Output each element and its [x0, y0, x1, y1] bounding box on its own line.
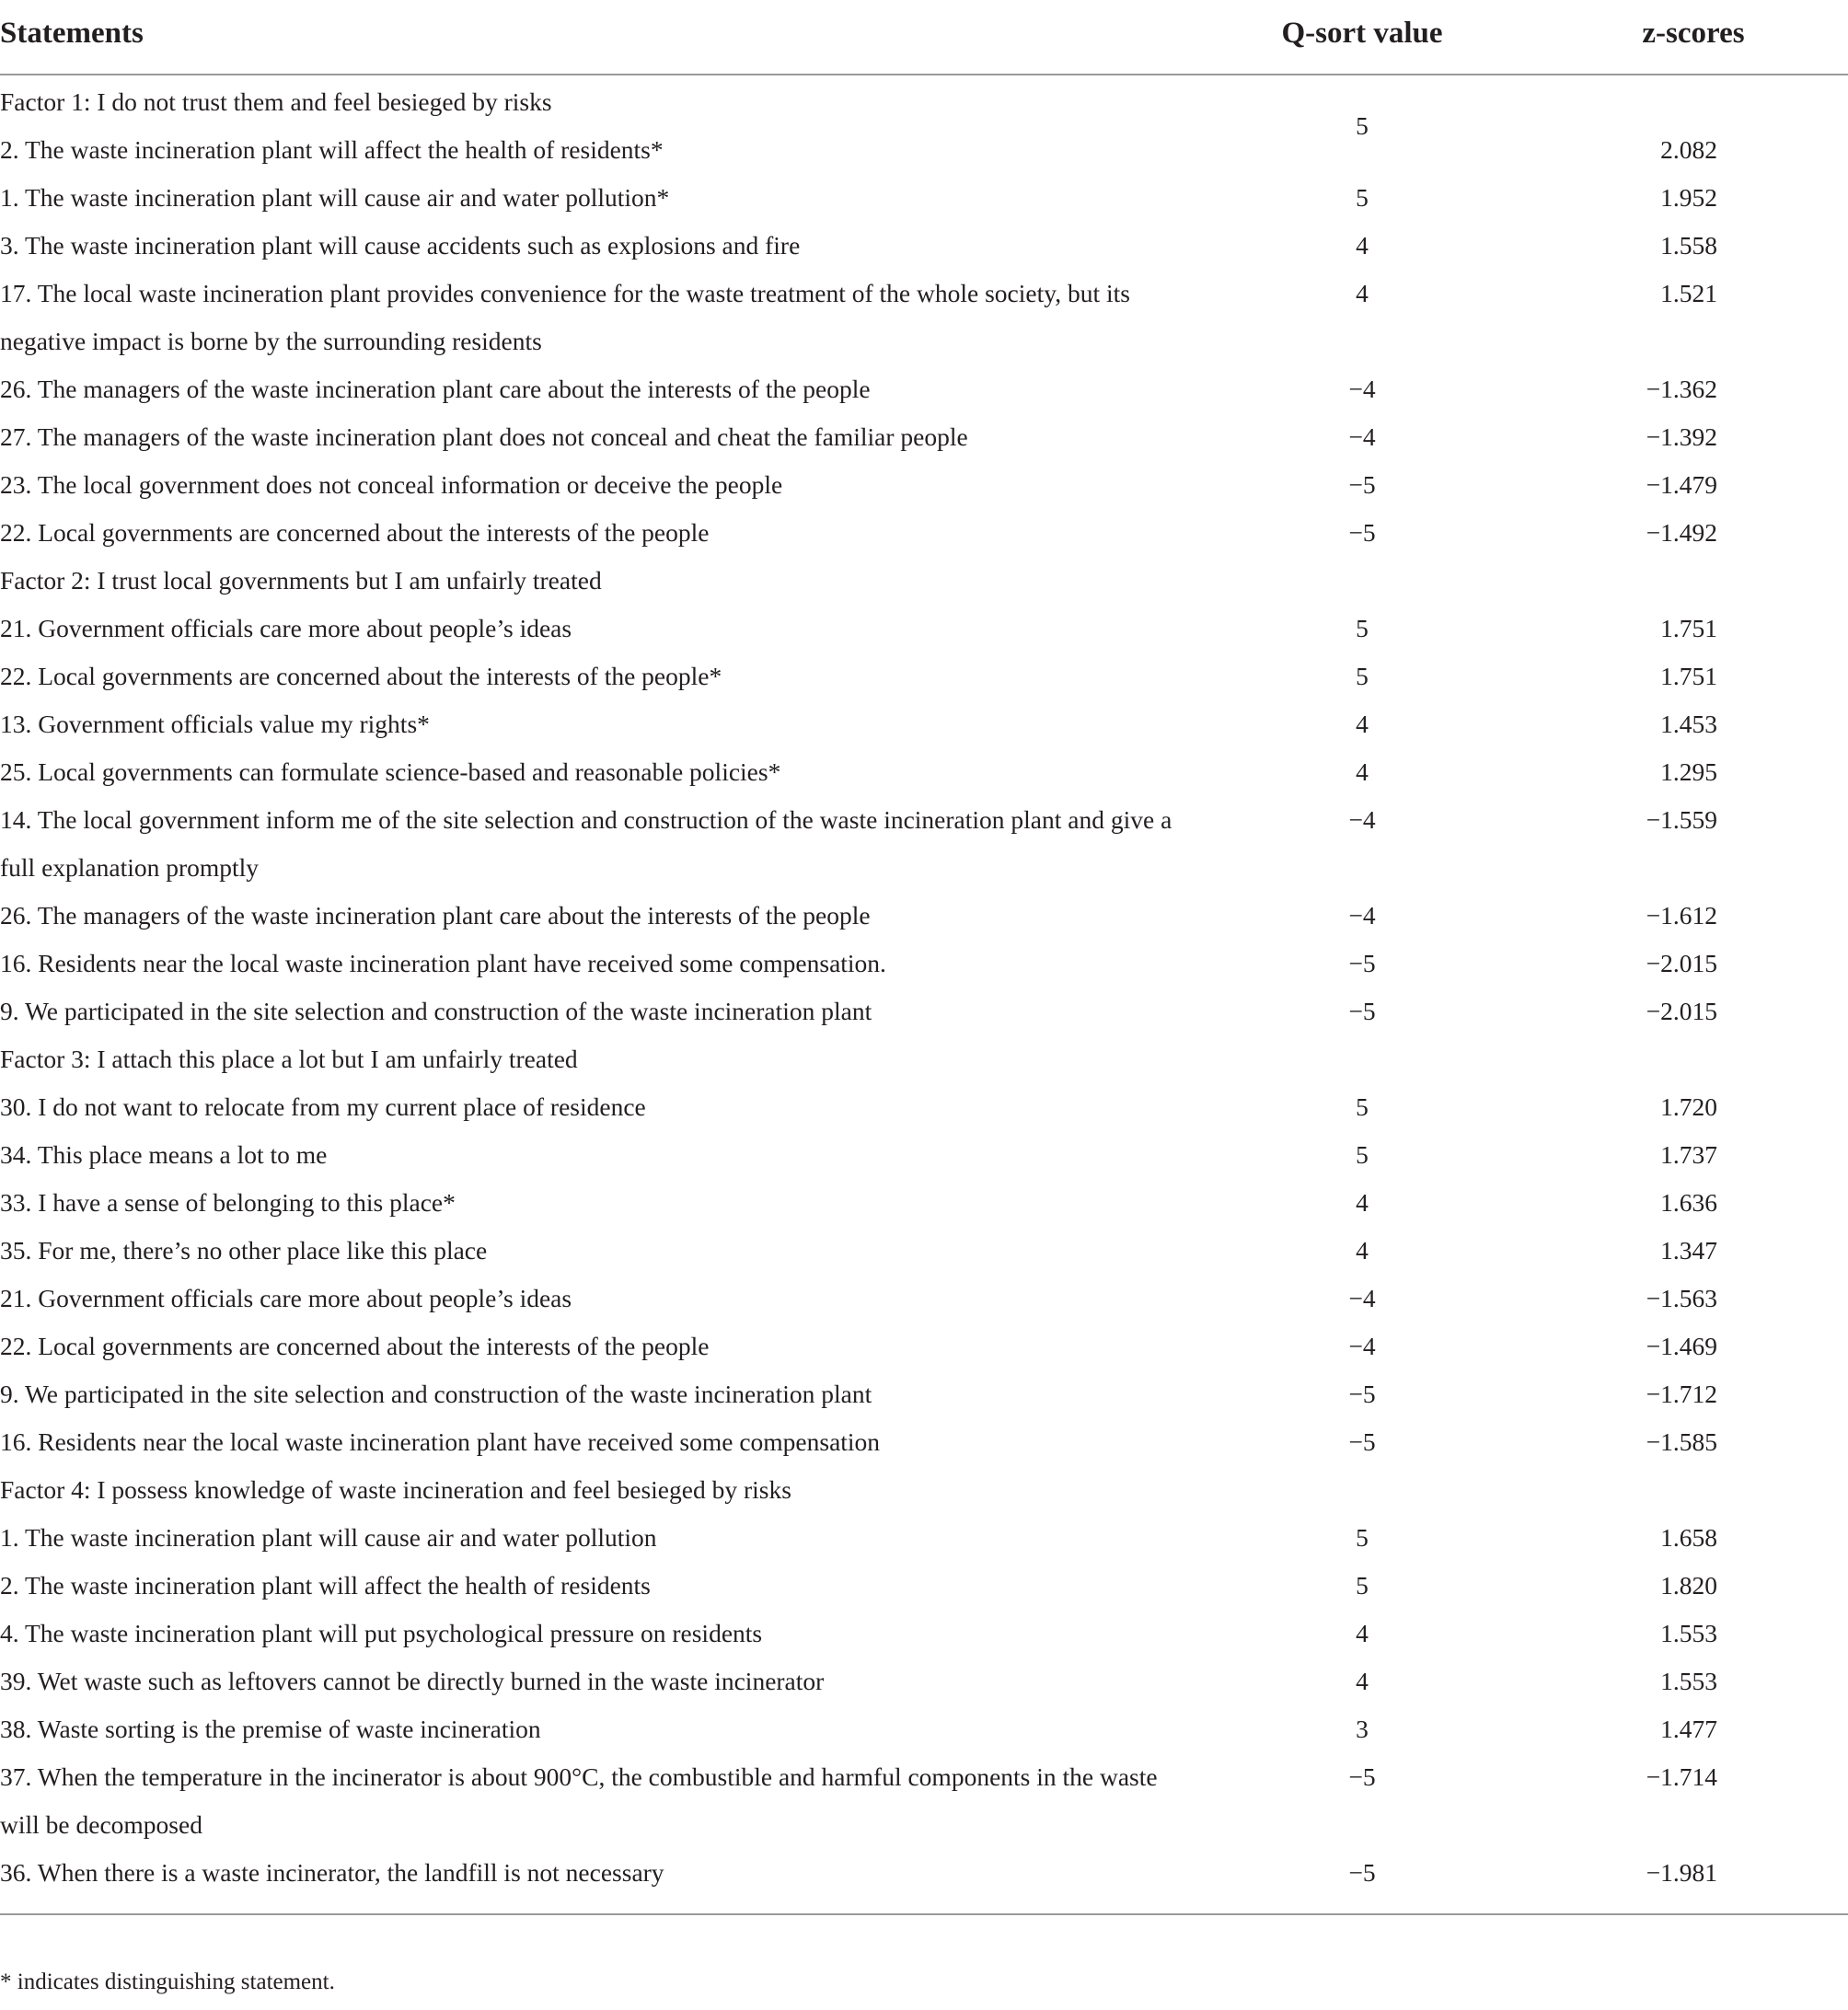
zscore-cell: −1.981 — [1646, 1858, 1717, 1887]
statement-cell: 9. We participated in the site selection and construction of the waste incineration plant — [0, 1380, 872, 1408]
table-row — [0, 174, 1848, 222]
factor-title: Factor 2: I trust local governments but I am unfairly treated — [0, 566, 602, 595]
table-row — [0, 1418, 1848, 1466]
zscore-cell: −1.712 — [1646, 1380, 1717, 1408]
table-row — [0, 940, 1848, 988]
statement-cell: 36. When there is a waste incinerator, the landfill is not necessary — [0, 1858, 664, 1887]
statement-cell: 14. The local government inform me of the site selection and construction of the waste incineration plant and give a full explanation promptly — [0, 805, 1172, 882]
table-row — [0, 365, 1848, 413]
table-bottom-rule — [0, 1913, 1848, 1915]
table-row — [0, 605, 1848, 653]
statement-cell: 21. Government officials care more about people’s ideas — [0, 1284, 572, 1312]
header-zscores: z-scores — [1642, 17, 1745, 50]
table-row — [0, 222, 1848, 270]
zscore-cell: 1.558 — [1660, 231, 1717, 260]
statement-cell: 2. The waste incineration plant will affect the health of residents — [0, 1571, 651, 1600]
table-row — [0, 892, 1848, 940]
qsort-cell: 5 — [1356, 1092, 1369, 1121]
zscore-cell: −2.015 — [1646, 949, 1717, 977]
statement-cell: 3. The waste incineration plant will cause accidents such as explosions and fire — [0, 231, 801, 260]
table-row — [0, 1370, 1848, 1418]
statement-cell: 33. I have a sense of belonging to this place* — [0, 1188, 456, 1217]
table-row — [0, 1849, 1848, 1897]
zscore-cell: −1.392 — [1646, 422, 1717, 451]
qsort-cell: −4 — [1348, 1284, 1376, 1312]
qsort-cell: 4 — [1356, 757, 1369, 786]
qsort-cell: 5 — [1356, 1571, 1369, 1600]
statement-cell: 13. Government officials value my rights* — [0, 710, 430, 738]
table-header — [0, 0, 1848, 75]
qsort-cell: 5 — [1356, 111, 1369, 140]
table-row — [0, 413, 1848, 461]
table-row — [0, 1131, 1848, 1179]
qsort-cell: 4 — [1356, 1667, 1369, 1695]
zscore-cell: 1.751 — [1660, 662, 1717, 690]
table-row — [0, 700, 1848, 748]
statement-cell: 35. For me, there’s no other place like this place — [0, 1236, 488, 1265]
table-row — [0, 1275, 1848, 1323]
zscore-cell: 1.952 — [1660, 183, 1717, 212]
qsort-cell: 4 — [1356, 279, 1369, 307]
statement-cell: 23. The local government does not conceal information or deceive the people — [0, 470, 783, 499]
zscore-cell: −1.612 — [1646, 901, 1717, 930]
table-row — [0, 1323, 1848, 1370]
qsort-cell: −4 — [1348, 422, 1376, 451]
zscore-cell: −1.559 — [1646, 805, 1717, 834]
table-row — [0, 796, 1848, 892]
zscore-cell: 1.737 — [1660, 1140, 1717, 1169]
qsort-cell: −4 — [1348, 1332, 1376, 1360]
statement-cell: 34. This place means a lot to me — [0, 1140, 328, 1169]
zscore-cell: 1.658 — [1660, 1523, 1717, 1552]
qsort-cell: 4 — [1356, 1619, 1369, 1647]
statement-cell: 1. The waste incineration plant will cause air and water pollution* — [0, 183, 670, 212]
qsort-cell: −5 — [1348, 470, 1376, 499]
zscore-cell: 1.553 — [1660, 1667, 1717, 1695]
table-row — [0, 270, 1848, 365]
factor-3-title-row — [0, 1035, 1848, 1083]
qsort-cell: 5 — [1356, 614, 1369, 642]
statement-cell: 21. Government officials care more about people’s ideas — [0, 614, 572, 642]
statement-cell: 16. Residents near the local waste incineration plant have received some compensation. — [0, 949, 886, 977]
zscore-cell: 2.082 — [1660, 135, 1717, 164]
qsort-cell: −4 — [1348, 901, 1376, 930]
statement-cell: 26. The managers of the waste incineration plant care about the interests of the people — [0, 375, 871, 403]
statement-cell: 30. I do not want to relocate from my current place of residence — [0, 1092, 646, 1121]
factor-4-title-row — [0, 1466, 1848, 1514]
statement-cell: 16. Residents near the local waste incineration plant have received some compensation — [0, 1427, 881, 1456]
qsort-cell: −5 — [1348, 518, 1376, 547]
statement-cell: 38. Waste sorting is the premise of waste incineration — [0, 1715, 541, 1743]
zscore-cell: 1.751 — [1660, 614, 1717, 642]
qsort-cell: 4 — [1356, 1236, 1369, 1265]
zscore-cell: 1.820 — [1660, 1571, 1717, 1600]
zscore-cell: −1.563 — [1646, 1284, 1717, 1312]
qsort-cell: 4 — [1356, 710, 1369, 738]
qsort-cell: −5 — [1348, 1427, 1376, 1456]
zscore-cell: 1.720 — [1660, 1092, 1717, 1121]
qsort-cell: −4 — [1348, 805, 1376, 834]
table-row — [0, 509, 1848, 557]
zscore-cell: 1.347 — [1660, 1236, 1717, 1265]
qsort-cell: 5 — [1356, 1140, 1369, 1169]
qsort-cell: −5 — [1348, 1858, 1376, 1887]
qsort-cell: −5 — [1348, 1762, 1376, 1791]
table-row — [0, 653, 1848, 700]
table-row — [0, 1083, 1848, 1131]
table-row — [0, 1227, 1848, 1275]
statement-cell: 22. Local governments are concerned about the interests of the people* — [0, 662, 722, 690]
table-body — [0, 78, 1848, 1897]
statement-cell: 2. The waste incineration plant will affect the health of residents* — [0, 135, 664, 164]
statement-cell: 4. The waste incineration plant will put psychological pressure on residents — [0, 1619, 763, 1647]
header-qsort: Q-sort value — [1281, 17, 1443, 50]
statement-cell: 27. The managers of the waste incineration plant does not conceal and cheat the familiar people — [0, 422, 968, 451]
table-row — [0, 1562, 1848, 1610]
statement-cell: 9. We participated in the site selection and construction of the waste incineration plant — [0, 997, 872, 1025]
table-row — [0, 1658, 1848, 1705]
factor-1-title-row — [0, 78, 1848, 126]
zscore-cell: −1.469 — [1646, 1332, 1717, 1360]
table-row — [0, 1179, 1848, 1227]
qsort-cell: 5 — [1356, 662, 1369, 690]
zscore-cell: 1.521 — [1660, 279, 1717, 307]
table-row — [0, 988, 1848, 1035]
statement-cell: 22. Local governments are concerned about the interests of the people — [0, 518, 710, 547]
statement-cell: 22. Local governments are concerned about the interests of the people — [0, 1332, 710, 1360]
zscore-cell: −1.362 — [1646, 375, 1717, 403]
table-footnote: * indicates distinguishing statement. — [0, 1970, 335, 1994]
table-row — [0, 748, 1848, 796]
header-statements: Statements — [0, 17, 144, 50]
table-row — [0, 1514, 1848, 1562]
statement-cell: 17. The local waste incineration plant provides convenience for the waste treatment of the whole society, but its negative impact is borne by the surrounding residents — [0, 279, 1130, 355]
statement-cell: 25. Local governments can formulate science-based and reasonable policies* — [0, 757, 781, 786]
qsort-cell: 4 — [1356, 231, 1369, 260]
zscore-cell: −2.015 — [1646, 997, 1717, 1025]
qsort-cell: 5 — [1356, 183, 1369, 212]
qsort-cell: −5 — [1348, 949, 1376, 977]
zscore-cell: −1.585 — [1646, 1427, 1717, 1456]
qsort-cell: 3 — [1356, 1715, 1369, 1743]
zscore-cell: −1.479 — [1646, 470, 1717, 499]
statement-cell: 39. Wet waste such as leftovers cannot be directly burned in the waste incinerator — [0, 1667, 825, 1695]
statement-cell: 1. The waste incineration plant will cause air and water pollution — [0, 1523, 657, 1552]
statement-cell: 26. The managers of the waste incineration plant care about the interests of the people — [0, 901, 871, 930]
qsort-cell: −5 — [1348, 1380, 1376, 1408]
factor-title: Factor 4: I possess knowledge of waste incineration and feel besieged by risks — [0, 1475, 791, 1504]
zscore-cell: 1.453 — [1660, 710, 1717, 738]
zscore-cell: 1.477 — [1660, 1715, 1717, 1743]
qsort-cell: 5 — [1356, 1523, 1369, 1552]
table-row — [0, 1610, 1848, 1658]
table-row — [0, 1753, 1848, 1849]
qsort-cell: −4 — [1348, 375, 1376, 403]
zscore-cell: 1.553 — [1660, 1619, 1717, 1647]
factor-2-title-row — [0, 557, 1848, 605]
statement-cell: 37. When the temperature in the incinerator is about 900°C, the combustible and harmful components in the waste will be decomposed — [0, 1762, 1158, 1839]
table-row — [0, 111, 1848, 174]
zscore-cell: −1.492 — [1646, 518, 1717, 547]
zscore-cell: 1.636 — [1660, 1188, 1717, 1217]
table-row — [0, 461, 1848, 509]
qsort-cell: 4 — [1356, 1188, 1369, 1217]
table-row — [0, 1705, 1848, 1753]
zscore-cell: 1.295 — [1660, 757, 1717, 786]
factor-title: Factor 1: I do not trust them and feel besieged by risks — [0, 87, 552, 116]
zscore-cell: −1.714 — [1646, 1762, 1717, 1791]
qsort-cell: −5 — [1348, 997, 1376, 1025]
factor-title: Factor 3: I attach this place a lot but I am unfairly treated — [0, 1045, 578, 1073]
